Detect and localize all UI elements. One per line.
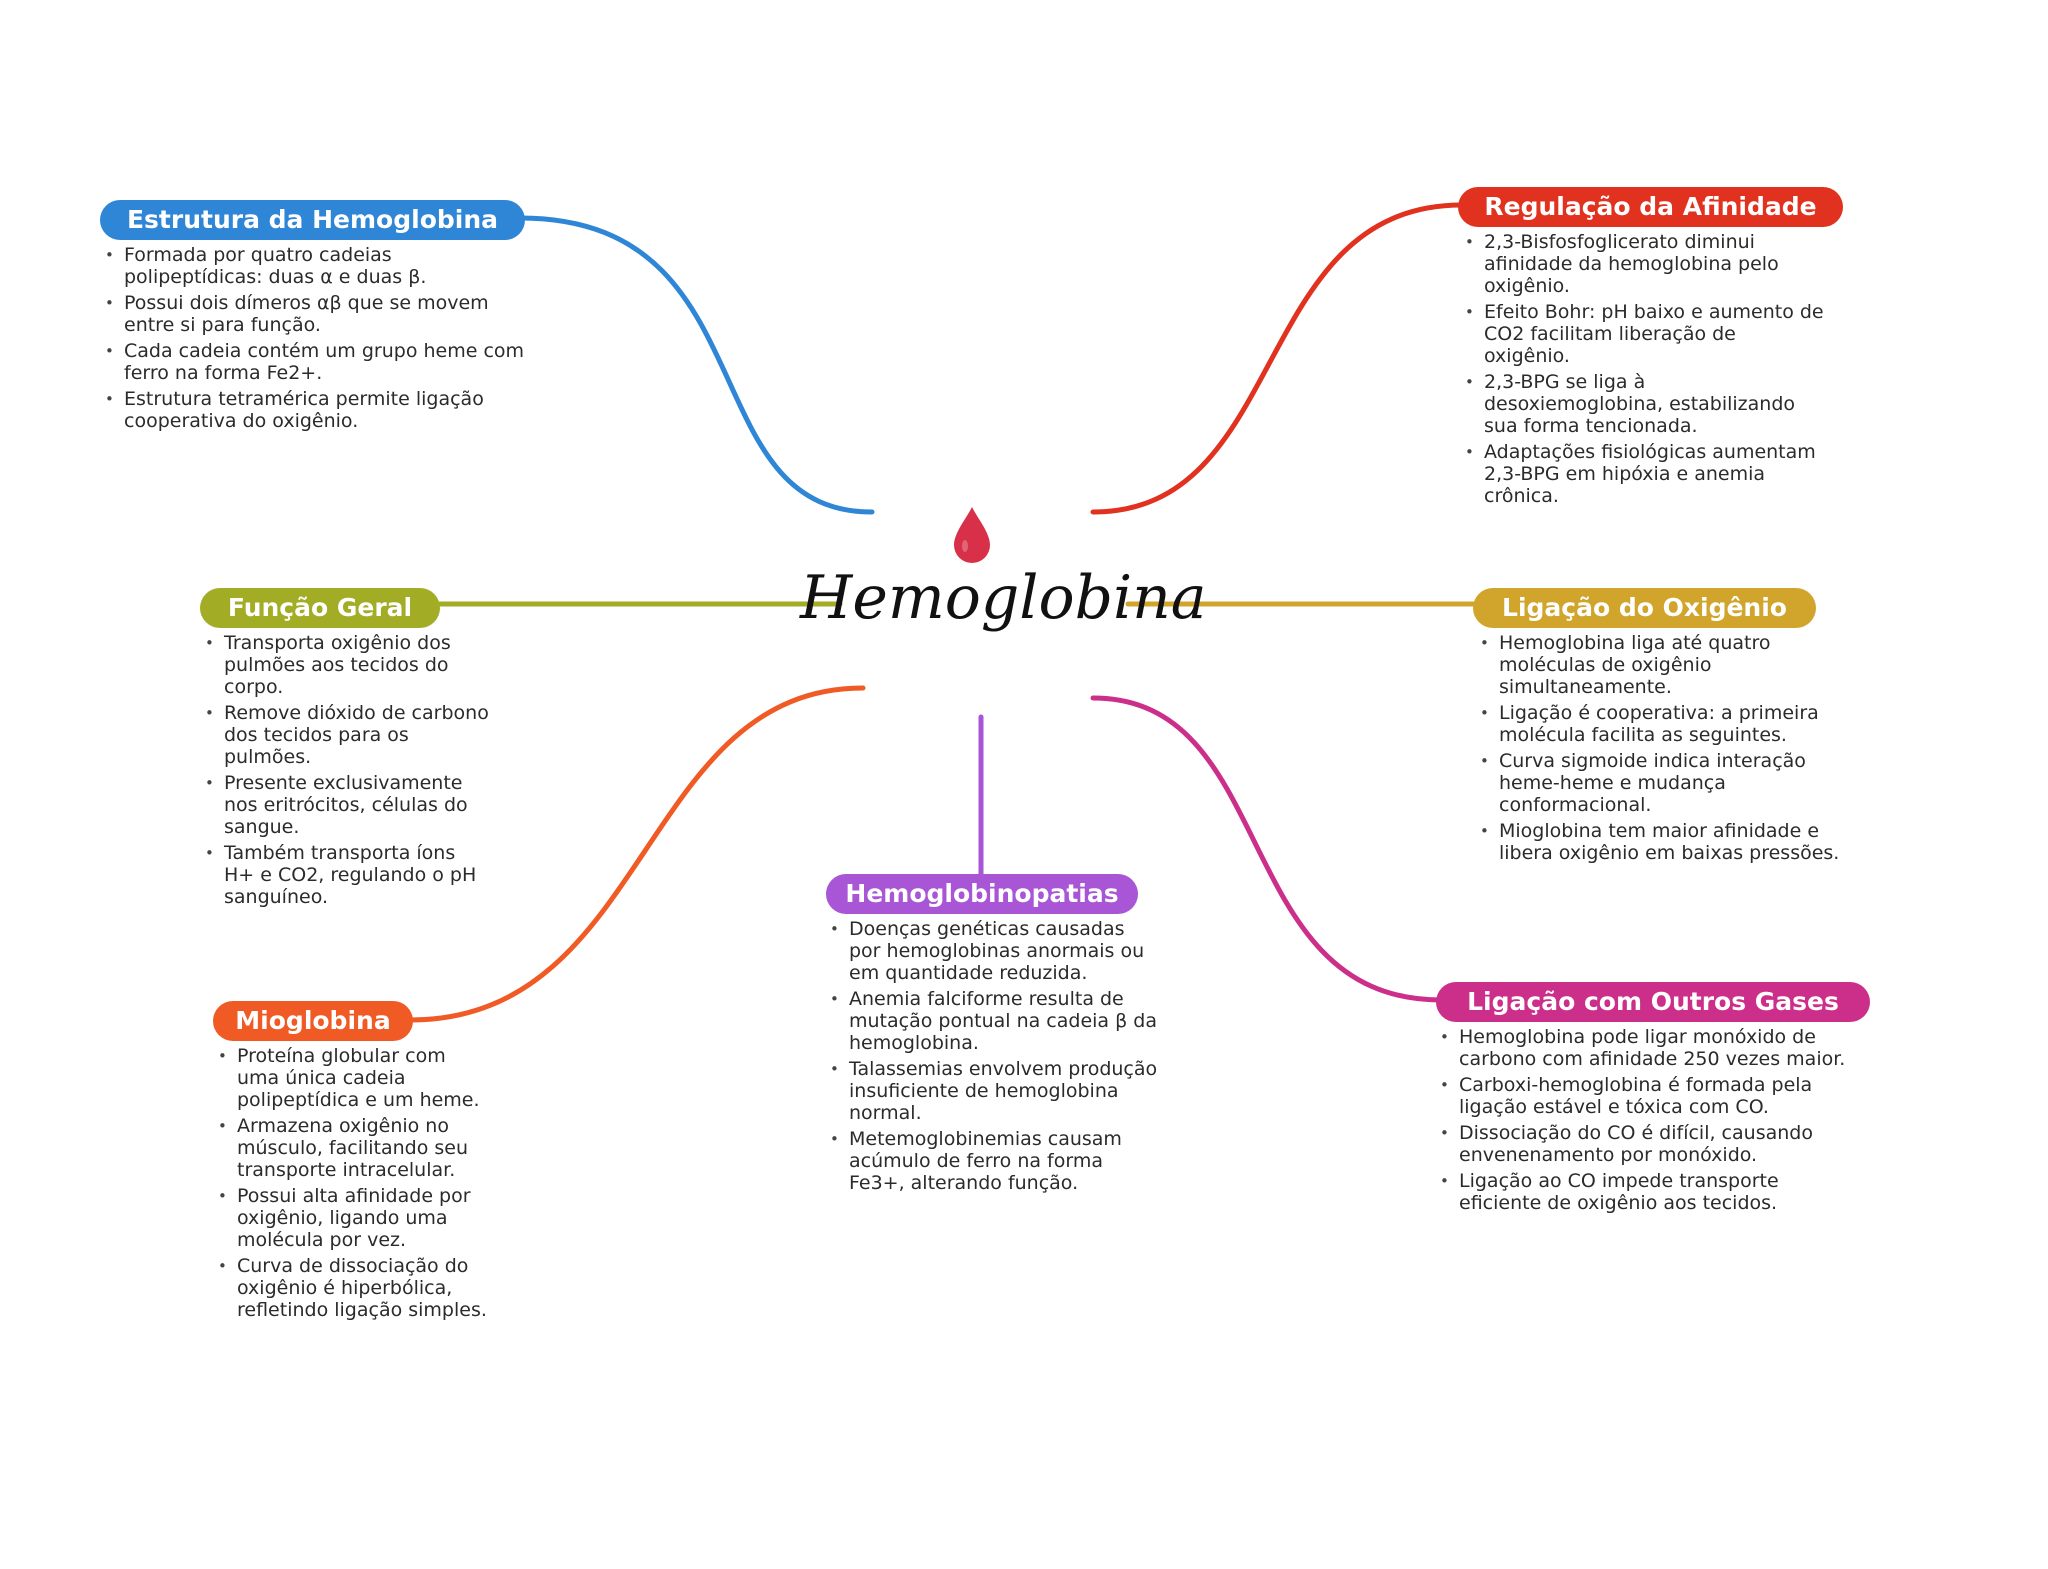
- list-item: • Estrutura tetramérica permite ligação cooperativa do oxigênio.: [105, 388, 525, 432]
- list-item: • Armazena oxigênio no músculo, facilitando seu transporte intracelular.: [218, 1115, 488, 1181]
- list-item: • Presente exclusivamente nos eritrócitos, células do sangue.: [205, 772, 490, 838]
- list-item: • Transporta oxigênio dos pulmões aos tecidos do corpo.: [205, 632, 490, 698]
- list-item: • Curva de dissociação do oxigênio é hiperbólica, refletindo ligação simples.: [218, 1255, 488, 1321]
- list-item: • Remove dióxido de carbono dos tecidos para os pulmões.: [205, 702, 490, 768]
- bullet-list-hemoglobinopatias: [830, 918, 1160, 1198]
- bullet-list-outros-gases: [1440, 1026, 1860, 1218]
- blood-drop-icon: [950, 505, 994, 565]
- bullet-list-mioglobina: [218, 1045, 488, 1325]
- bullet-list-funcao: [205, 632, 490, 912]
- list-item: • Anemia falciforme resulta de mutação pontual na cadeia β da hemoglobina.: [830, 988, 1160, 1054]
- topic-ligacao-do-oxigenio[interactable]: Ligação do Oxigênio: [1473, 588, 1816, 628]
- topic-hemoglobinopatias[interactable]: Hemoglobinopatias: [826, 874, 1138, 914]
- connector-regulacao: [1093, 205, 1462, 512]
- topic-ligacao-com-outros-gases[interactable]: Ligação com Outros Gases: [1436, 982, 1870, 1022]
- list-item: • Doenças genéticas causadas por hemoglobinas anormais ou em quantidade reduzida.: [830, 918, 1160, 984]
- list-item: • Adaptações fisiológicas aumentam 2,3-BPG em hipóxia e anemia crônica.: [1465, 441, 1825, 507]
- list-item: • Cada cadeia contém um grupo heme com ferro na forma Fe2+.: [105, 340, 525, 384]
- list-item: • Ligação ao CO impede transporte eficiente de oxigênio aos tecidos.: [1440, 1170, 1860, 1214]
- list-item: • Curva sigmoide indica interação heme-heme e mudança conformacional.: [1480, 750, 1865, 816]
- list-item: • Efeito Bohr: pH baixo e aumento de CO2 facilitam liberação de oxigênio.: [1465, 301, 1825, 367]
- bullet-list-estrutura: [105, 244, 525, 436]
- list-item: • 2,3-Bisfosfoglicerato diminui afinidade da hemoglobina pelo oxigênio.: [1465, 231, 1825, 297]
- list-item: • Possui alta afinidade por oxigênio, ligando uma molécula por vez.: [218, 1185, 488, 1251]
- list-item: • Hemoglobina liga até quatro moléculas de oxigênio simultaneamente.: [1480, 632, 1865, 698]
- connector-estrutura: [520, 218, 872, 512]
- bullet-list-regulacao: [1465, 231, 1825, 511]
- list-item: • Metemoglobinemias causam acúmulo de ferro na forma Fe3+, alterando função.: [830, 1128, 1160, 1194]
- list-item: • Possui dois dímeros αβ que se movem entre si para função.: [105, 292, 525, 336]
- list-item: • Ligação é cooperativa: a primeira molécula facilita as seguintes.: [1480, 702, 1865, 746]
- list-item: • Dissociação do CO é difícil, causando envenenamento por monóxido.: [1440, 1122, 1860, 1166]
- list-item: • Formada por quatro cadeias polipeptídicas: duas α e duas β.: [105, 244, 525, 288]
- topic-mioglobina[interactable]: Mioglobina: [213, 1001, 413, 1041]
- list-item: • Também transporta íons H+ e CO2, regulando o pH sanguíneo.: [205, 842, 490, 908]
- list-item: • Hemoglobina pode ligar monóxido de carbono com afinidade 250 vezes maior.: [1440, 1026, 1860, 1070]
- central-topic: Hemoglobina: [800, 563, 1207, 633]
- bullet-list-ligacao-oxigenio: [1480, 632, 1865, 868]
- list-item: • Carboxi-hemoglobina é formada pela ligação estável e tóxica com CO.: [1440, 1074, 1860, 1118]
- topic-regulacao-da-afinidade[interactable]: Regulação da Afinidade: [1458, 187, 1843, 227]
- topic-funcao-geral[interactable]: Função Geral: [200, 588, 440, 628]
- list-item: • Mioglobina tem maior afinidade e libera oxigênio em baixas pressões.: [1480, 820, 1865, 864]
- list-item: • Talassemias envolvem produção insuficiente de hemoglobina normal.: [830, 1058, 1160, 1124]
- list-item: • 2,3-BPG se liga à desoxiemoglobina, estabilizando sua forma tencionada.: [1465, 371, 1825, 437]
- topic-estrutura-da-hemoglobina[interactable]: Estrutura da Hemoglobina: [100, 200, 525, 240]
- list-item: • Proteína globular com uma única cadeia polipeptídica e um heme.: [218, 1045, 488, 1111]
